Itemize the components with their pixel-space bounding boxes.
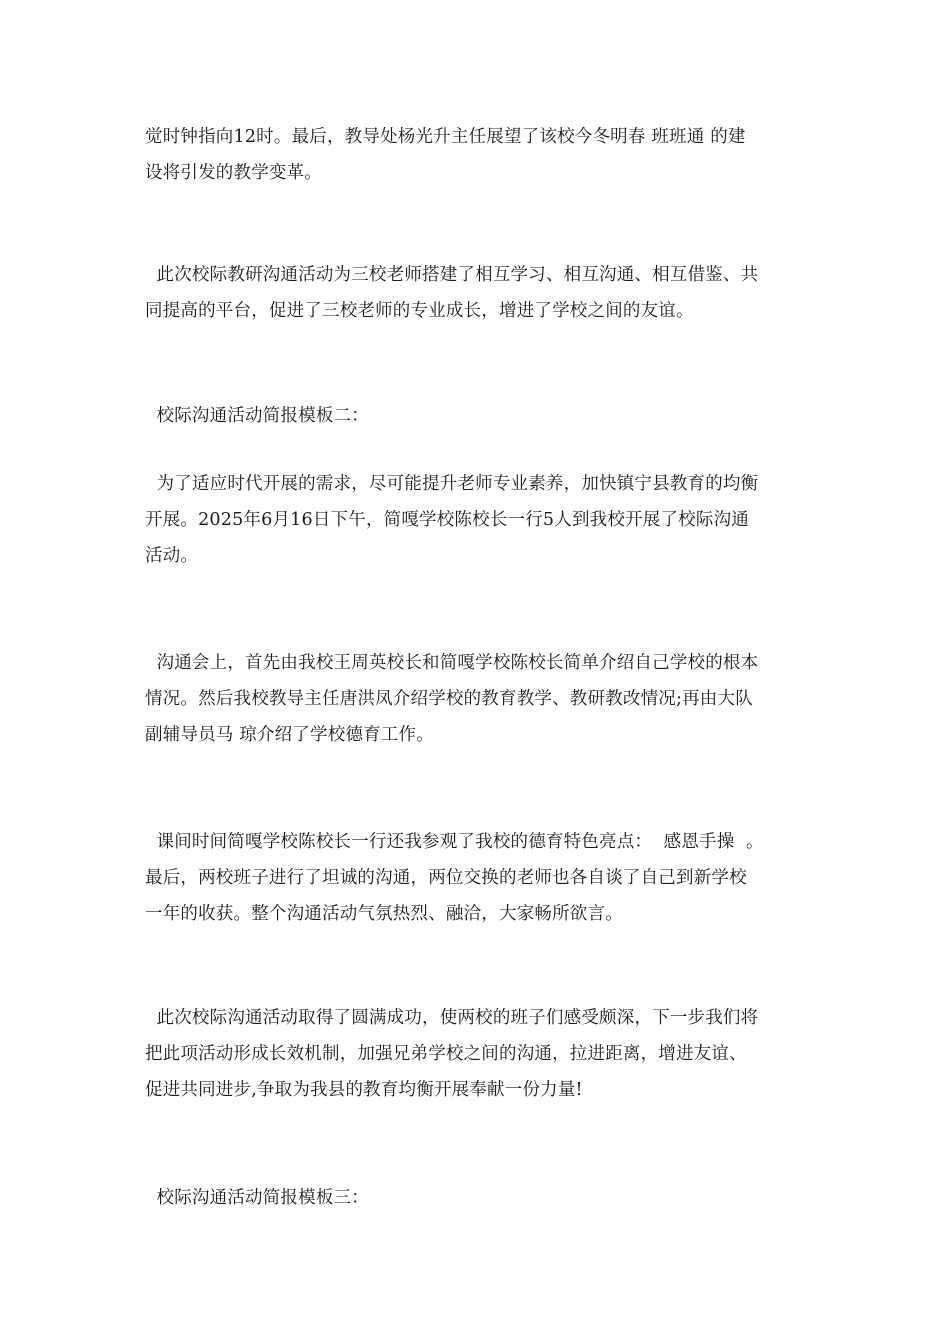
text-line: 一年的收获。整个沟通活动气氛热烈、融洽，大家畅所欲言。	[145, 904, 623, 924]
text-line: 沟通会上，首先由我校王周英校长和简嘎学校陈校长简单介绍自己学校的根本	[145, 653, 759, 673]
text-line: 开展。2025年6月16日下午，简嘎学校陈校长一行5人到我校开展了校际沟通	[145, 510, 749, 530]
paragraph-conclusion	[145, 1000, 810, 1108]
text-line: 最后，两校班子进行了坦诚的沟通，两位交换的老师也各自谈了自己到新学校	[145, 868, 747, 888]
paragraph-meeting	[145, 645, 810, 753]
text-line: 副辅导员马 琼介绍了学校德育工作。	[145, 725, 434, 745]
heading-line: 校际沟通活动简报模板二：	[145, 406, 369, 426]
text-line: 此次校际教研沟通活动为三校老师搭建了相互学习、相互沟通、相互借鉴、共	[145, 265, 759, 285]
section-heading-template-two	[145, 398, 810, 434]
text-line: 此次校际沟通活动取得了圆满成功，使两校的班子们感受颇深，下一步我们将	[145, 1008, 759, 1028]
text-line: 觉时钟指向12时。最后，教导处杨光升主任展望了该校今冬明春 班班通 的建	[145, 127, 746, 147]
section-heading-template-three	[145, 1180, 810, 1216]
paragraph-closing-previous	[145, 119, 810, 191]
text-line: 设将引发的教学变革。	[145, 163, 322, 183]
text-line: 活动。	[145, 546, 199, 566]
text-line: 课间时间简嘎学校陈校长一行还我参观了我校的德育特色亮点： 感恩手操 。	[145, 832, 764, 852]
paragraph-summary-one	[145, 257, 810, 329]
text-line: 为了适应时代开展的需求，尽可能提升老师专业素养，加快镇宁县教育的均衡	[145, 474, 759, 494]
paragraph-visit	[145, 824, 810, 932]
text-line: 同提高的平台，促进了三校老师的专业成长，增进了学校之间的友谊。	[145, 301, 694, 321]
paragraph-intro	[145, 466, 810, 574]
text-line: 把此项活动形成长效机制，加强兄弟学校之间的沟通，拉进距离，增进友谊、	[145, 1044, 747, 1064]
text-line: 促进共同进步,争取为我县的教育均衡开展奉献一份力量!	[145, 1080, 583, 1100]
heading-line: 校际沟通活动简报模板三：	[145, 1188, 369, 1208]
text-line: 情况。然后我校教导主任唐洪凤介绍学校的教育教学、教研教改情况;再由大队	[145, 689, 753, 709]
